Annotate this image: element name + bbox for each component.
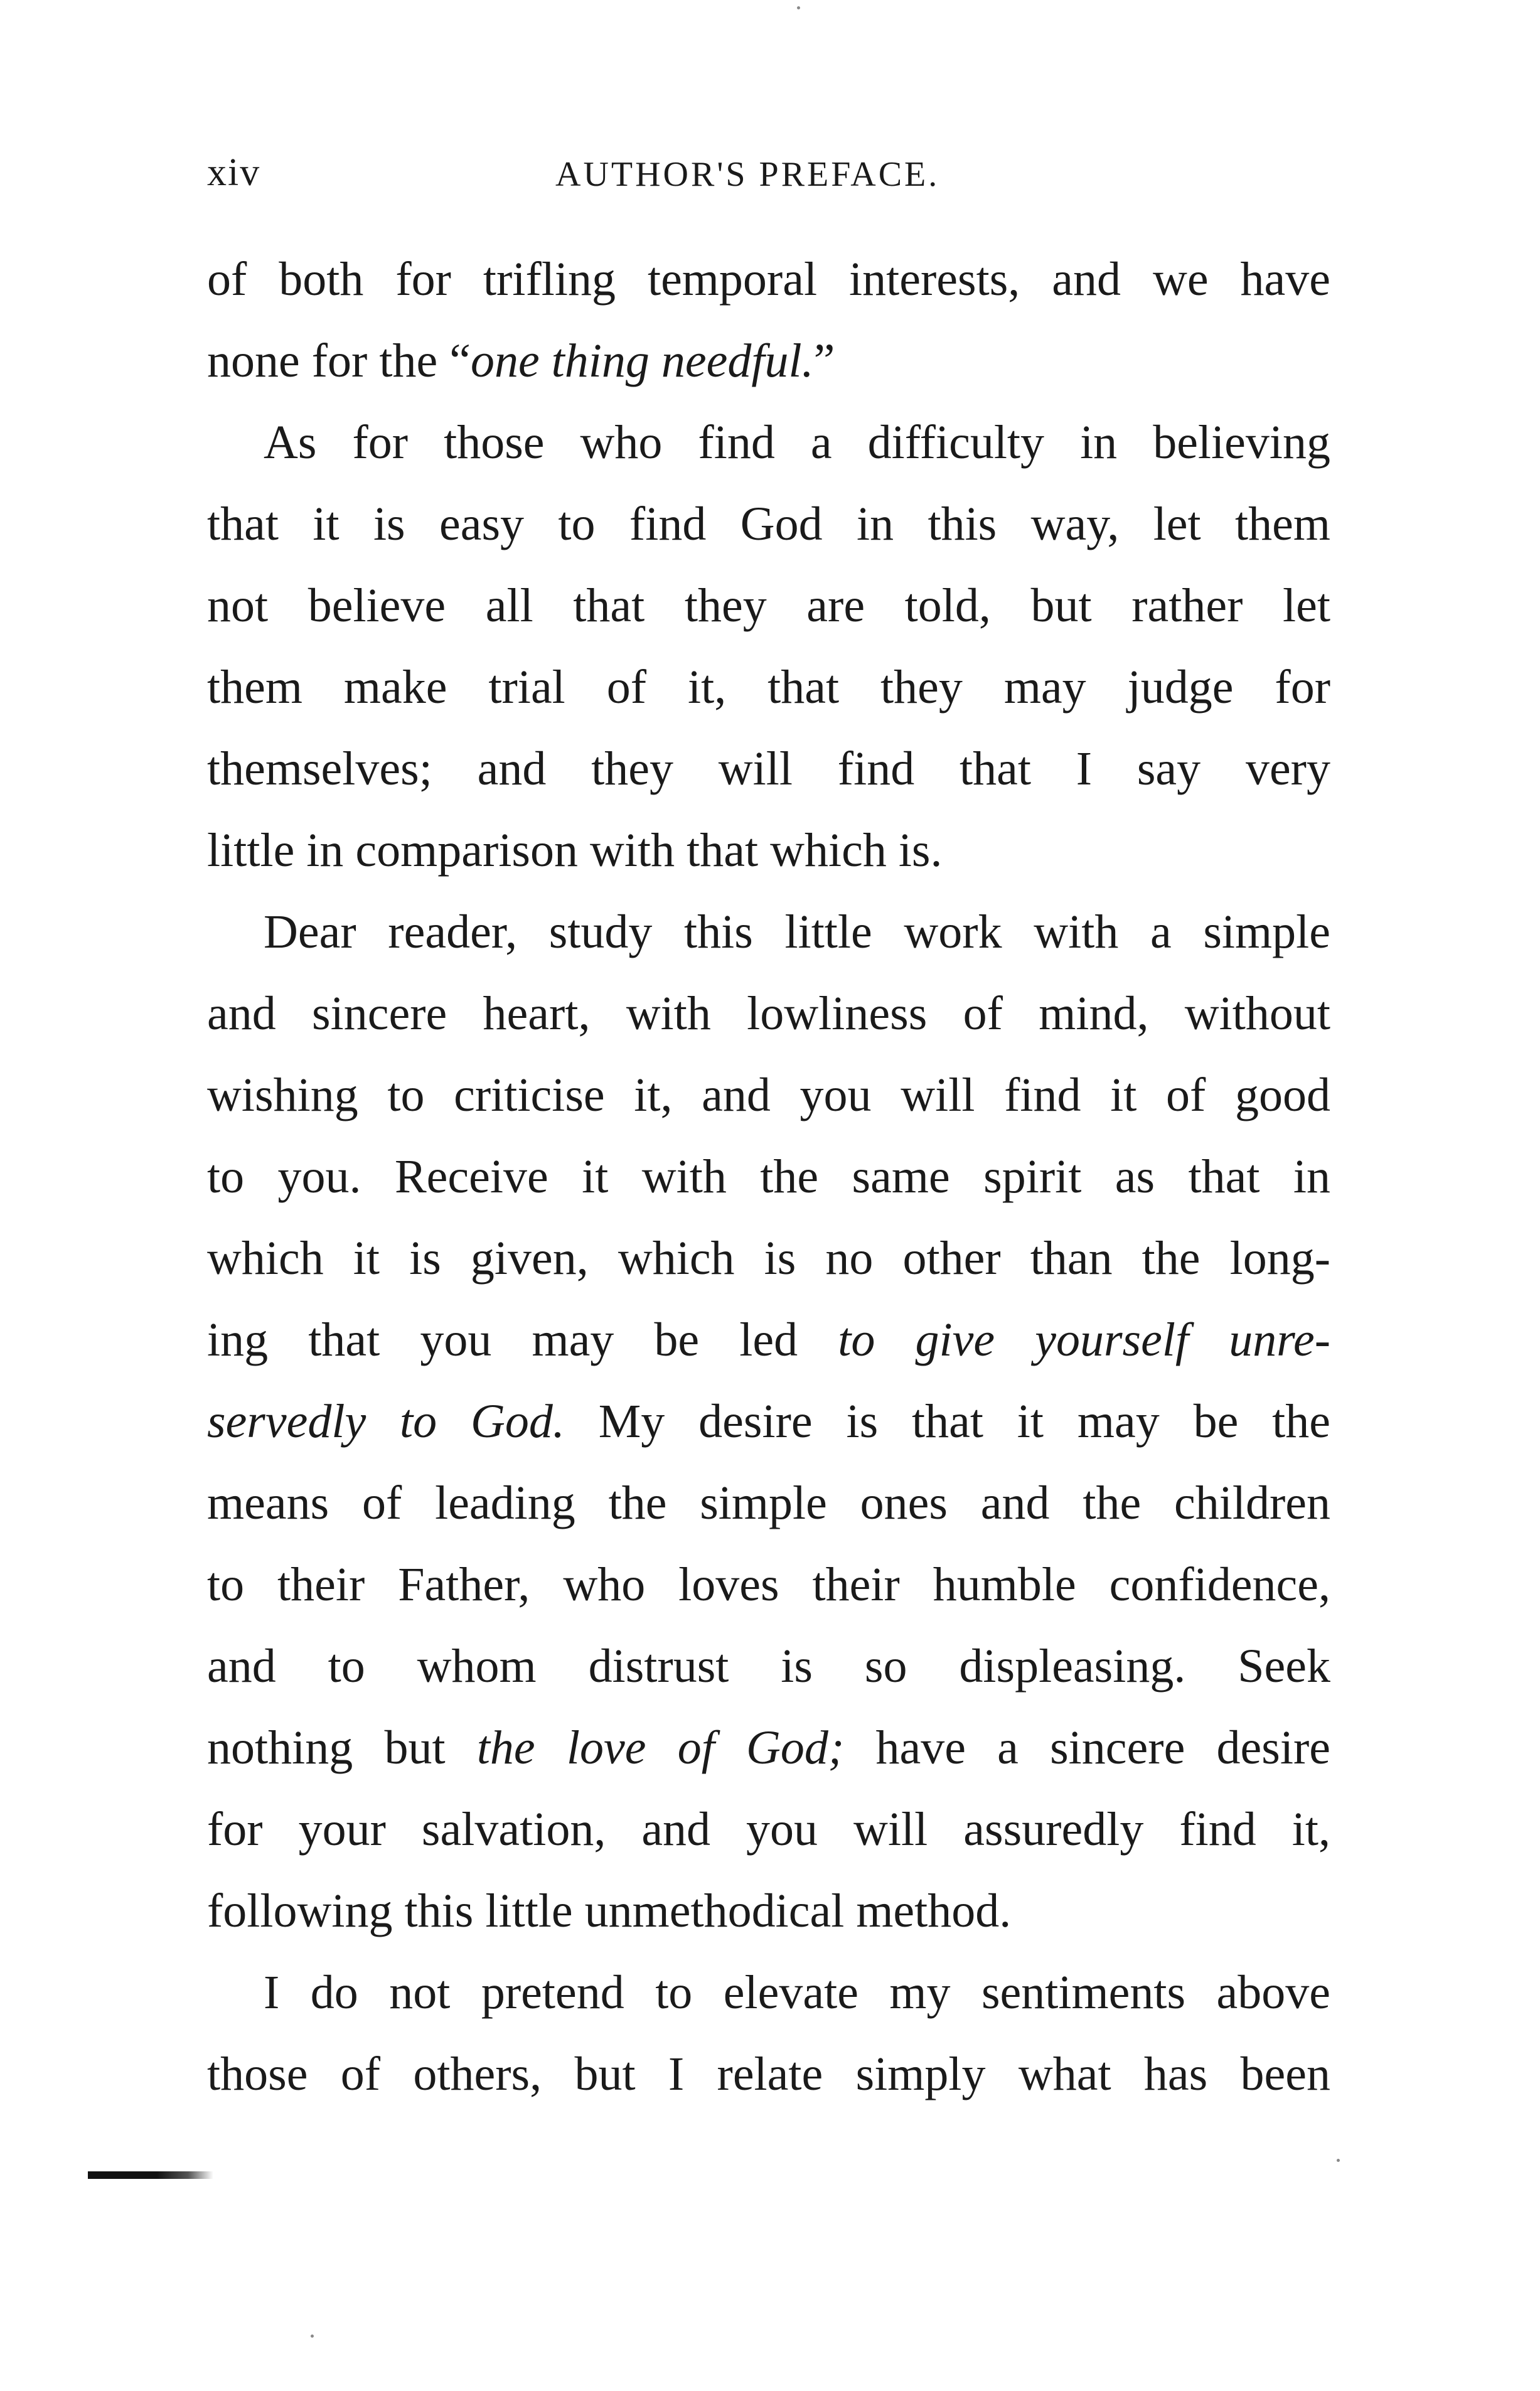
page-number: xiv [207,151,261,194]
text-line: to their Father, who loves their humble confidence, [207,1558,1330,1611]
text-line: I do not pretend to elevate my sentiments above [264,1966,1330,2019]
italic-phrase: one thing needful. [470,334,814,387]
italic-phrase: to give yourself unre- [838,1313,1330,1366]
scan-artifact-dot [1337,2159,1340,2162]
scan-artifact-dot [311,2335,314,2338]
italic-phrase: servedly to God. [207,1395,565,1448]
text-line: not believe all that they are told, but rather let [207,579,1330,632]
text-line: nothing but the love of God; have a sincere desire [207,1721,1330,1774]
text-line: of both for trifling temporal interests, and we have [207,253,1330,306]
text-line: those of others, but I relate simply what has been [207,2048,1330,2100]
text-line: for your salvation, and you will assuredly find it, [207,1803,1330,1856]
running-head: AUTHOR'S PREFACE. [555,155,940,194]
text-line: Dear reader, study this little work with a simple [264,906,1330,958]
text-line: to you. Receive it with the same spirit as that in [207,1150,1330,1203]
text-line: As for those who find a difficulty in believing [264,416,1330,469]
text-line: and sincere heart, with lowliness of mind, without [207,987,1330,1040]
text-line: and to whom distrust is so displeasing. Seek [207,1640,1330,1693]
text-line: none for the “one thing needful.” [207,334,835,387]
text-line: wishing to criticise it, and you will find it of good [207,1069,1330,1121]
text-line: means of leading the simple ones and the children [207,1477,1330,1529]
scan-artifact-dot [797,6,800,9]
page-header [207,151,1337,201]
text-line: little in comparison with that which is. [207,824,943,877]
text-line: them make trial of it, that they may judge for [207,661,1330,714]
text-line: ing that you may be led to give yourself unre- [207,1313,1330,1366]
text-line: which it is given, which is no other than the long- [207,1232,1330,1285]
text-line: servedly to God. My desire is that it may be the [207,1395,1330,1448]
body-text [207,238,1330,2115]
text-line: following this little unmethodical method. [207,1885,1012,1937]
text-line: that it is easy to find God in this way, let them [207,498,1330,550]
italic-phrase: the love of God; [476,1721,845,1774]
scan-artifact-mark [88,2171,213,2179]
text-line: themselves; and they will find that I say very [207,742,1330,795]
